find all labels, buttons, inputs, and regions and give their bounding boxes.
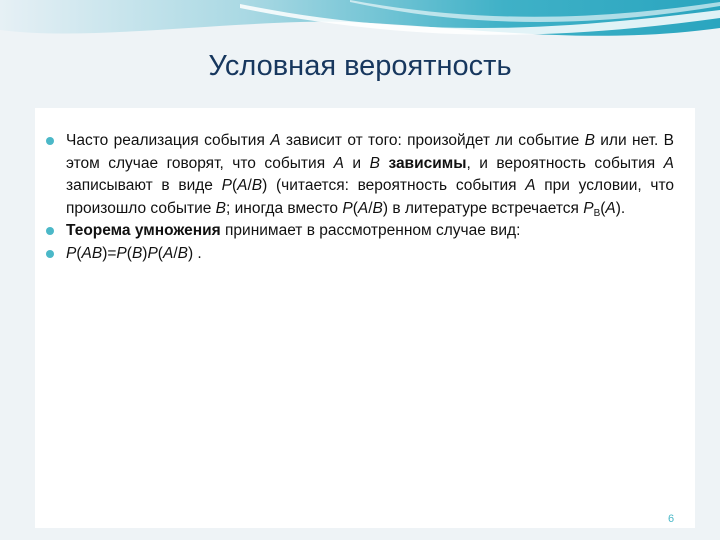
page-number: 6: [668, 513, 675, 525]
text-span: ) (читается: вероятность события: [262, 177, 526, 194]
text-span: /: [368, 199, 373, 217]
italic-var: A: [237, 177, 248, 194]
formula-part: AB: [81, 244, 103, 262]
italic-var: A: [333, 154, 344, 172]
bullet-item-2: [44, 220, 674, 243]
text-span: при условии, что произошло событие: [66, 177, 674, 217]
formula-part: P: [147, 244, 158, 262]
bold-term: Теорема умножения: [66, 222, 221, 239]
text-span: и: [343, 154, 370, 172]
italic-var: B: [584, 132, 595, 149]
text-span: или нет. В этом случае говорят, что события: [66, 132, 674, 172]
italic-var: A: [270, 132, 281, 149]
italic-var: P: [583, 199, 594, 217]
italic-var: B: [215, 199, 227, 217]
bold-term: зависимы: [388, 154, 467, 172]
text-span: записывают в виде: [66, 177, 222, 194]
formula-part: (: [76, 244, 82, 262]
italic-var: B: [372, 199, 383, 217]
italic-var: A: [663, 154, 674, 172]
text-span: принимает в рассмотренном случае вид:: [220, 222, 521, 239]
italic-var: P: [342, 199, 353, 217]
formula-part: P: [66, 244, 77, 262]
bullet-icon: [46, 137, 54, 145]
bullet-list: [44, 130, 674, 265]
formula-part: A: [162, 244, 174, 262]
text-span: ; иногда вместо: [226, 199, 343, 217]
bullet-icon: [46, 250, 54, 258]
italic-var: A: [605, 199, 616, 217]
italic-var: B: [251, 177, 263, 194]
text-span: зависит от того: произойдет ли событие: [280, 132, 585, 149]
text-span: ).: [615, 199, 626, 217]
italic-var: P: [221, 177, 232, 194]
subscript: B: [593, 207, 601, 219]
bullet-item-3: [44, 243, 674, 266]
text-span: ) в литературе встречается: [382, 199, 584, 217]
text-span: /: [247, 177, 252, 194]
text-span: (: [352, 199, 358, 217]
text-span: (: [231, 177, 238, 194]
formula-part: B: [131, 244, 143, 262]
page-title: Условная вероятность: [208, 50, 512, 82]
formula-part: (: [126, 244, 132, 262]
formula-part: ): [142, 244, 148, 262]
italic-var: A: [525, 177, 536, 194]
italic-var: B: [369, 154, 380, 172]
text-span: Часто реализация события: [66, 132, 271, 149]
bullet-item-1: [44, 130, 674, 220]
text-span: (: [600, 199, 606, 217]
text-span: , и вероятность события: [466, 154, 664, 172]
formula-part: /: [173, 244, 178, 262]
formula-part: (: [157, 244, 163, 262]
formula-part: B: [177, 244, 188, 262]
bullet-icon: [46, 227, 54, 235]
italic-var: A: [357, 199, 369, 217]
formula-part: P: [116, 244, 127, 262]
formula-part: ) .: [187, 244, 202, 262]
formula-part: )=: [102, 244, 117, 262]
